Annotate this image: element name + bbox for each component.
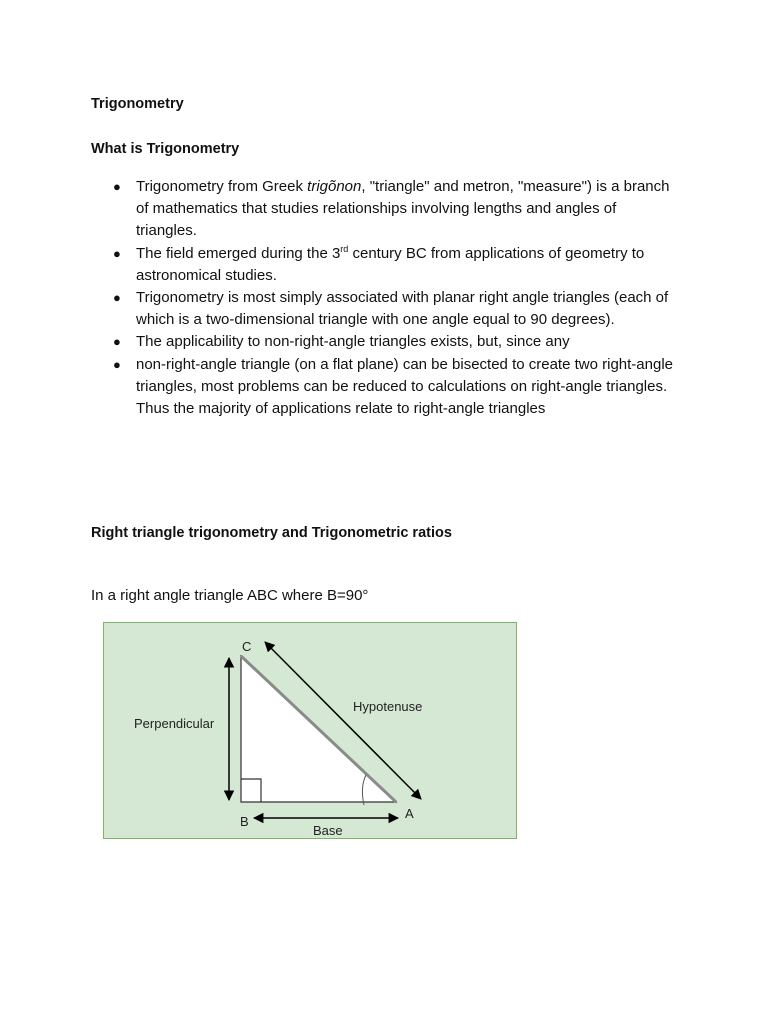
bullet-icon: ●: [113, 356, 121, 372]
bullet-list: [91, 176, 681, 420]
bullet-icon: ●: [113, 245, 121, 261]
ordinal-superscript: rd: [340, 243, 349, 254]
list-item: [91, 331, 681, 353]
vertex-b-label: B: [240, 814, 249, 829]
bullet-icon: ●: [113, 290, 121, 306]
bullet-text: Trigonometry from Greek: [136, 178, 308, 195]
bullet-icon: ●: [113, 334, 121, 350]
bullet-icon: ●: [113, 179, 121, 194]
bullet-text: Trigonometry is most simply associated with planar right angle triangles (each of which is a two-dimensional triangle with one angle equal to 90 degrees).: [136, 289, 669, 329]
list-item: [91, 243, 681, 287]
vertex-c-label: C: [242, 639, 252, 654]
hypotenuse-label: Hypotenuse: [353, 699, 423, 714]
list-item: [91, 287, 681, 331]
base-label: Base: [313, 823, 343, 838]
vertex-a-label: A: [405, 806, 414, 821]
greek-term: trigõnon: [307, 178, 362, 195]
list-item: [91, 176, 681, 243]
bullet-text: The field emerged during the 3: [136, 244, 341, 262]
list-item: [91, 354, 681, 421]
bullet-text: , "triangle" and metron, "measure") is a branch of mathematics that studies relationships involving lengths and angles of triangles.: [136, 178, 670, 240]
right-triangle-figure: [103, 622, 517, 839]
section-heading-what-is: What is Trigonometry: [91, 141, 240, 157]
triangle-diagram: [104, 623, 518, 840]
bullet-text: non-right-angle triangle (on a flat plane) can be bisected to create two right-angle triangles, most problems can be reduced to calculations on right-angle triangles. Thus the majority of applications relate to right-angle triangles: [136, 355, 673, 418]
page-title: Trigonometry: [91, 96, 184, 112]
bullet-text: The applicability to non-right-angle triangles exists, but, since any: [136, 333, 570, 351]
intro-paragraph: In a right angle triangle ABC where B=90°: [91, 587, 369, 604]
section-heading-ratios: Right triangle trigonometry and Trigonometric ratios: [91, 525, 452, 541]
perpendicular-label: Perpendicular: [134, 716, 215, 731]
bullet-text: century BC from applications of geometry to astronomical studies.: [136, 244, 645, 284]
